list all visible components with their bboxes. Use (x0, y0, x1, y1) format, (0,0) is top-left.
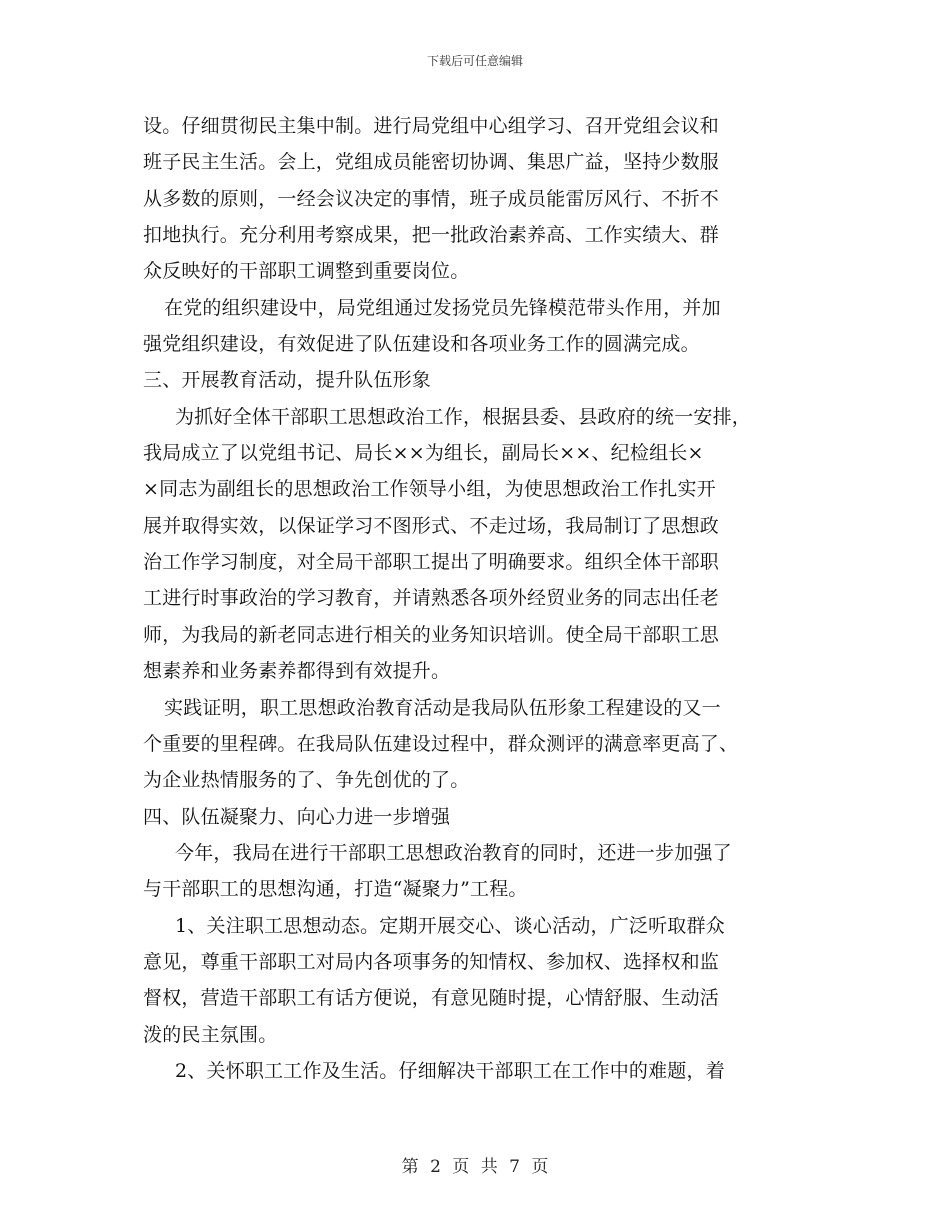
text-line: 扣地执行。充分利用考察成果，把一批政治素养高、工作实绩大、群 (143, 224, 720, 247)
text-line: 三、开展教育活动，提升队伍形象 (143, 369, 432, 392)
text-line: 2、关怀职工工作及生活。仔细解决干部职工在工作中的难题，着 (175, 1059, 725, 1082)
text-line: 四、队伍凝聚力、向心力进一步增强 (143, 805, 451, 828)
text-line: 众反映好的干部职工调整到重要岗位。 (143, 260, 470, 283)
text-line: 想素养和业务素养都得到有效提升。 (143, 660, 451, 683)
text-line: 设。仔细贯彻民主集中制。进行局党组中心组学习、召开党组会议和 (143, 115, 720, 137)
text-line: 展并取得实效，以保证学习不图形式、不走过场，我局制订了思想政 (143, 514, 720, 537)
text-line: 与干部职工的思想沟通，打造“凝聚力”工程。 (143, 878, 528, 901)
page-number-footer: 第 2 页 共 7 页 (401, 1157, 549, 1177)
text-line: 从多数的原则，一经会议决定的事情，班子成员能雷厉风行、不折不 (143, 187, 720, 210)
page-header: 下载后可任意编辑 (426, 54, 523, 68)
text-line: 为抓好全体干部职工思想政治工作，根据县委、县政府的统一安排， (175, 405, 752, 428)
text-line: 为企业热情服务的了、争先创优的了。 (143, 769, 470, 792)
text-line: 个重要的里程碑。在我局队伍建设过程中，群众测评的满意率更高了、 (143, 732, 739, 755)
text-line: 治工作学习制度，对全局干部职工提出了明确要求。组织全体干部职 (143, 551, 720, 574)
text-line: 今年，我局在进行干部职工思想政治教育的同时，还进一步加强了 (175, 841, 732, 864)
text-line: 泼的民主氛围。 (143, 1023, 278, 1046)
text-line: 我局成立了以党组书记、局长××为组长，副局长××、纪检组长× (143, 442, 704, 465)
text-line: 督权，营造干部职工有话方便说，有意见随时提，心情舒服、生动活 (143, 987, 720, 1010)
text-line: 实践证明，职工思想政治教育活动是我局队伍形象工程建设的又一 (164, 696, 721, 719)
text-line: 工进行时事政治的学习教育，并请熟悉各项外经贸业务的同志出任老 (143, 587, 720, 610)
text-line: 强党组织建设，有效促进了队伍建设和各项业务工作的圆满完成。 (143, 333, 700, 356)
text-line: ×同志为副组长的思想政治工作领导小组，为使思想政治工作扎实开 (143, 478, 716, 501)
text-line: 1、关注职工思想动态。定期开展交心、谈心活动，广泛听取群众 (175, 914, 725, 937)
document-body (143, 108, 823, 1089)
text-line: 意见，尊重干部职工对局内各项事务的知情权、参加权、选择权和监 (143, 950, 720, 973)
text-line: 班子民主生活。会上，党组成员能密切协调、集思广益，坚持少数服 (143, 151, 720, 174)
text-line: 师，为我局的新老同志进行相关的业务知识培训。使全局干部职工思 (143, 623, 720, 646)
text-line: 在党的组织建设中，局党组通过发扬党员先锋模范带头作用，并加 (164, 296, 721, 319)
